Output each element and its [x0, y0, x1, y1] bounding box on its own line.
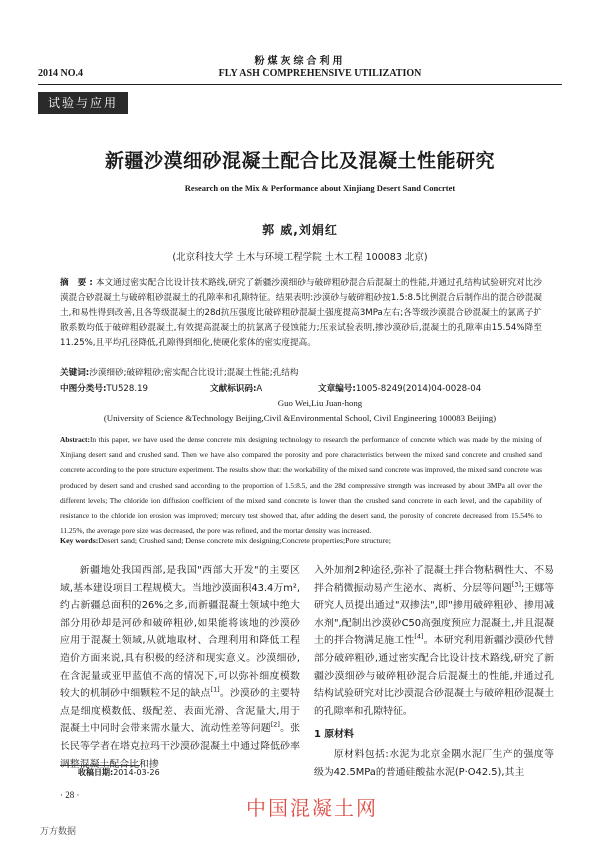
header-divider [38, 84, 562, 85]
citation-3: [3] [511, 580, 521, 589]
classification-line [60, 382, 542, 394]
citation-1: [1] [210, 685, 220, 694]
received-date [78, 767, 160, 778]
keywords-en-text: Desert sand; Crushed sand; Dense concrete mix designing;Concrete properties;Pore structure; [98, 536, 391, 545]
watermark-wanfang: 万方数据 [40, 827, 77, 837]
journal-title-cn: 粉煤灰综合利用 [254, 56, 346, 67]
authors-cn: 郭 威,刘娟红 [262, 223, 338, 237]
keywords-en-label: Key words: [60, 536, 99, 545]
intro-paragraph: 新疆地处我国西部,是我国"西部大开发"的主要区域,基本建设项目工程规模大。当地沙漠面积43.4万m²,约占新疆总面积的26%之多,而新疆混凝土领域中绝大部分用砂却是河砂和破碎粗砂,如果能将该地的沙漠砂应用于混凝土领域,从就地取材、合理利用和降低工程造价方面来说,具有积极的经济和现实意义。沙漠细砂,在含泥量或亚甲蓝值不高的情况下,可以弥补细度模数较大的机制砂中细颗粒不足的缺点[1]。沙漠砂的主要特点是细度模数低、级配差、表面光滑、含泥量大,用于混凝土中同时会带来需水量大、流动性差等问题[2]。张长民等学者在塔克拉玛干沙漠砂混凝土中通过降低砂率调整混凝土配合比和掺 [60, 565, 300, 770]
watermark-concrete-site: 中国混凝土网 [246, 796, 378, 820]
abstract-cn [60, 276, 542, 351]
clc-label: 中图分类号: [60, 384, 107, 394]
abstract-en-label: Abstract: [60, 435, 90, 444]
keywords-cn [60, 366, 542, 378]
abstract-en-text: In this paper, we have used the dense concrete mix designing technology to research the performance of concrete which was made by the mixing of Xinjiang desert sand and crushed sand. Then we have also compared the porosity and pore characteristics between the mixed sand concrete and crushed sand concrete according to the pore structure experiment. The results show that: the workability of the mixed sand concrete was improved, the mixed sand concrete was produced by desert sand and crushed sand according to the proportion of 1.5:8.5, and the 28d compressive strength was increased by about 3MPa all over the different levels; The chloride ion diffusion coefficient of the mixed sand concrete is lower than the crushed sand concrete in each level, and the capability of resistance to the chloride ion erosion was improved; mercury test showed that, after adding the desert sand, the porosity of concrete decreased from 15.54% to 11.25%, the average pore size was decreased, the pore was refined, and the mortar density was increased. [60, 435, 542, 536]
materials-paragraph: 原材料包括:水泥为北京金隅水泥厂生产的强度等级为42.5MPa的普通硅酸盐水泥(P·O42.5),其主 [314, 748, 554, 778]
doc-code-label: 文献标识码: [210, 384, 257, 394]
keywords-en [60, 536, 542, 545]
paper-title-cn: 新疆沙漠细砂混凝土配合比及混凝土性能研究 [104, 150, 495, 172]
keywords-cn-text: 沙漠细砂;破碎粗砂;密实配合比设计;混凝土性能;孔结构 [89, 368, 299, 378]
citation-2: [2] [270, 721, 280, 730]
received-value: 2014-03-26 [113, 768, 160, 777]
section-tag: 试验与应用 [38, 92, 128, 114]
body-column-right [314, 562, 554, 781]
abstract-cn-label: 摘 要: [60, 278, 96, 288]
affiliation-cn: (北京科技大学 土木与环境工程学院 土木工程 100083 北京) [172, 252, 428, 263]
keywords-cn-label: 关键词: [60, 368, 90, 378]
clc-value: TU528.19 [106, 384, 149, 394]
page-number: · 28 · [60, 790, 80, 800]
body-column-left [60, 562, 300, 773]
article-number-value: 1005-8249(2014)04-0028-04 [355, 384, 482, 394]
authors-en: Guo Wei,Liu Juan-hong [277, 398, 363, 408]
doc-code-value: A [256, 384, 263, 394]
citation-4: [4] [414, 633, 424, 642]
abstract-cn-text: 本文通过密实配合比设计技术路线,研究了新疆沙漠细砂与破碎粗砂混合后混凝土的性能,并通过孔结构试验研究对比沙漠混合砂混凝土与破碎粗砂混凝土的孔隙率和孔隙特征。结果表明:沙漠砂与破碎粗砂按1.5:8.5比例混合后制作出的混合砂混凝土,和易性得到改善,且各等级混凝土的28d抗压强度比破碎粗砂混凝土强度提高3MPa左右;各等级沙漠混合砂混凝土的氯离子扩散系数均低于破碎粗砂混凝土,有效提高混凝土的抗氯离子侵蚀能力;压汞试验表明,掺沙漠砂后,混凝土的孔隙率由15.54%降至11.25%,且平均孔径降低,孔隙得到细化,使硬化浆体的密实度提高。 [60, 278, 542, 348]
footnote-divider [60, 765, 140, 766]
issue-number: 2014 NO.4 [38, 68, 83, 79]
affiliation-en: (University of Science &Technology Beijing,Civil &Environmental School, Civil Engineering 100083 Beijing) [103, 413, 497, 423]
abstract-en [60, 432, 542, 538]
received-label: 收稿日期: [78, 768, 114, 777]
journal-title-en: FLY ASH COMPREHENSIVE UTILIZATION [218, 68, 422, 79]
intro-paragraph-continued: 入外加剂2种途径,弥补了混凝土拌合物粘稠性大、不易拌合稍微振动易产生泌水、离析、分层等问题[3];王娜等研究人员提出通过"双掺法",即"掺用破碎粗砂、掺用减水剂",配制出沙漠砂C50高强度预应力混凝土,并且混凝土的拌合物满足施工性[4]。本研究利用新疆沙漠砂代替部分破碎粗砂,通过密实配合比设计技术路线,研究了新疆沙漠细砂与破碎粗砂混合后混凝土的性能,并通过孔结构试验研究对比沙漠混合砂混凝土与破碎粗砂混凝土的孔隙率和孔隙特征。 [314, 565, 554, 717]
article-number-label: 文章编号: [318, 384, 356, 394]
paper-title-en: Research on the Mix & Performance about Xinjiang Desert Sand Concrtet [184, 183, 456, 193]
section-heading-materials: 1 原材料 [314, 729, 354, 741]
